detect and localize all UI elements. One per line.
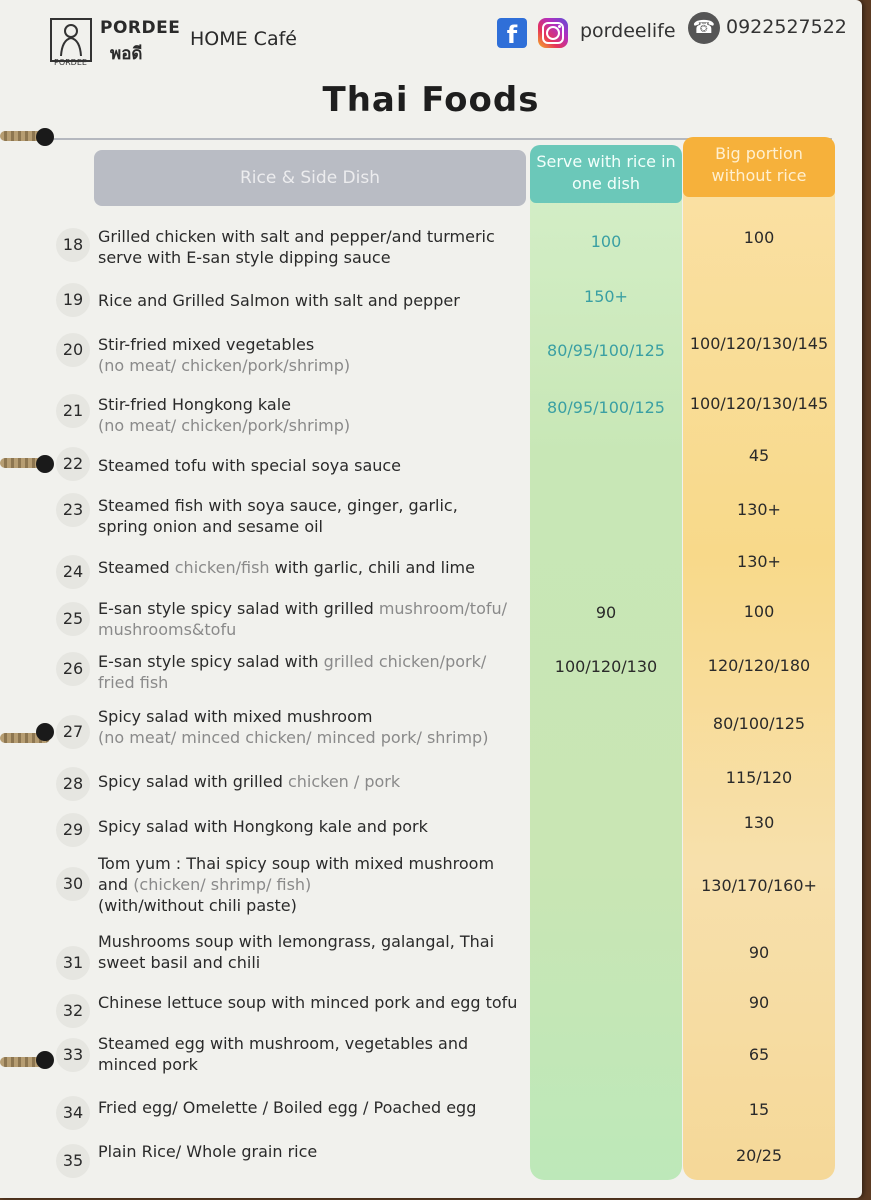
price-big-portion: 80/100/125 <box>712 714 806 733</box>
item-number: 33 <box>56 1038 90 1072</box>
binding-hole <box>36 1051 54 1069</box>
item-number: 32 <box>56 994 90 1028</box>
item-description: Spicy salad with mixed mushroom (no meat/ minced chicken/ minced pork/ shrimp) <box>98 707 489 747</box>
item-number: 35 <box>56 1144 90 1178</box>
item-description: Spicy salad with grilled chicken / pork <box>98 772 401 791</box>
item-description: Chinese lettuce soup with minced pork and egg tofu <box>98 993 518 1012</box>
header <box>0 0 862 80</box>
item-description: E-san style spicy salad with grilled chicken/pork/ fried fish <box>98 652 487 692</box>
logo-figure-icon <box>56 22 86 58</box>
item-description: Tom yum : Thai spicy soup with mixed mushroom and (chicken/ shrimp/ fish) (with/without chili paste) <box>98 854 495 915</box>
price-big-portion: 100 <box>743 228 775 247</box>
phone-number[interactable]: 0922527522 <box>726 16 847 38</box>
item-description: Steamed egg with mushroom, vegetables and minced pork <box>98 1034 469 1074</box>
item-number: 25 <box>56 602 90 636</box>
cafe-name: HOME Café <box>190 28 297 50</box>
price-big-portion: 65 <box>748 1045 770 1064</box>
price-big-portion: 115/120 <box>725 768 793 787</box>
item-number: 34 <box>56 1096 90 1130</box>
facebook-icon[interactable]: f <box>497 18 527 48</box>
page-title: Thai Foods <box>322 80 540 120</box>
item-number: 28 <box>56 767 90 801</box>
price-with-rice: 100/120/130 <box>554 657 658 676</box>
item-description: Steamed chicken/fish with garlic, chili and lime <box>98 558 475 577</box>
item-description: Stir-fried mixed vegetables (no meat/ chicken/pork/shrimp) <box>98 335 351 375</box>
item-number: 27 <box>56 715 90 749</box>
item-description: Steamed fish with soya sauce, ginger, garlic, spring onion and sesame oil <box>98 496 458 536</box>
instagram-icon[interactable] <box>538 18 568 48</box>
price-big-portion: 90 <box>748 993 770 1012</box>
price-big-portion: 20/25 <box>735 1146 783 1165</box>
price-big-portion: 130/170/160+ <box>701 876 817 895</box>
logo <box>50 18 92 62</box>
item-description: Plain Rice/ Whole grain rice <box>98 1142 318 1161</box>
item-number: 29 <box>56 813 90 847</box>
price-with-rice: 80/95/100/125 <box>547 341 665 360</box>
item-number: 31 <box>56 946 90 980</box>
item-number: 19 <box>56 283 90 317</box>
item-description: Grilled chicken with salt and pepper/and turmeric serve with E-san style dipping sauce <box>98 227 495 267</box>
price-with-rice: 150+ <box>584 287 628 306</box>
price-big-portion: 100/120/130/145 <box>689 334 829 353</box>
price-big-portion: 100 <box>743 602 775 621</box>
item-description: Rice and Grilled Salmon with salt and pepper <box>98 291 460 310</box>
brand-name-th: พอดี <box>110 44 143 64</box>
price-big-portion: 45 <box>748 446 770 465</box>
brand-name-en: PORDEE <box>100 18 181 38</box>
item-description: Mushrooms soup with lemongrass, galangal, Thai sweet basil and chili <box>98 932 495 972</box>
item-number: 22 <box>56 447 90 481</box>
item-description: Fried egg/ Omelette / Boiled egg / Poached egg <box>98 1098 477 1117</box>
price-big-portion: 130+ <box>737 552 781 571</box>
price-big-portion: 100/120/130/145 <box>689 394 829 413</box>
price-big-portion: 120/120/180 <box>707 656 811 675</box>
price-with-rice: 100 <box>590 232 622 251</box>
price-big-portion: 90 <box>748 943 770 962</box>
logo-subtext: PORDEE <box>54 58 87 67</box>
item-description: Stir-fried Hongkong kale (no meat/ chicken/pork/shrimp) <box>98 395 351 435</box>
item-number: 26 <box>56 652 90 686</box>
item-number: 23 <box>56 493 90 527</box>
price-big-portion: 130+ <box>737 500 781 519</box>
social-handle[interactable]: pordeelife <box>580 20 676 42</box>
price-with-rice: 90 <box>595 603 617 622</box>
price-big-portion: 130 <box>743 813 775 832</box>
item-number: 21 <box>56 394 90 428</box>
item-number: 30 <box>56 867 90 901</box>
binding-hole <box>36 723 54 741</box>
column-header-rice: Serve with rice in one dish <box>530 145 682 203</box>
item-description: E-san style spicy salad with grilled mushroom/tofu/ mushrooms&tofu <box>98 599 508 639</box>
binding-hole <box>36 128 54 146</box>
column-header-big: Big portion without rice <box>683 137 835 197</box>
item-description: Steamed tofu with special soya sauce <box>98 456 402 475</box>
price-big-portion: 15 <box>748 1100 770 1119</box>
item-number: 20 <box>56 333 90 367</box>
item-number: 18 <box>56 228 90 262</box>
price-with-rice: 80/95/100/125 <box>547 398 665 417</box>
item-number: 24 <box>56 555 90 589</box>
binding-hole <box>36 455 54 473</box>
phone-icon: ☎ <box>688 12 720 44</box>
item-description: Spicy salad with Hongkong kale and pork <box>98 817 428 836</box>
column-header-main: Rice & Side Dish <box>94 150 526 206</box>
